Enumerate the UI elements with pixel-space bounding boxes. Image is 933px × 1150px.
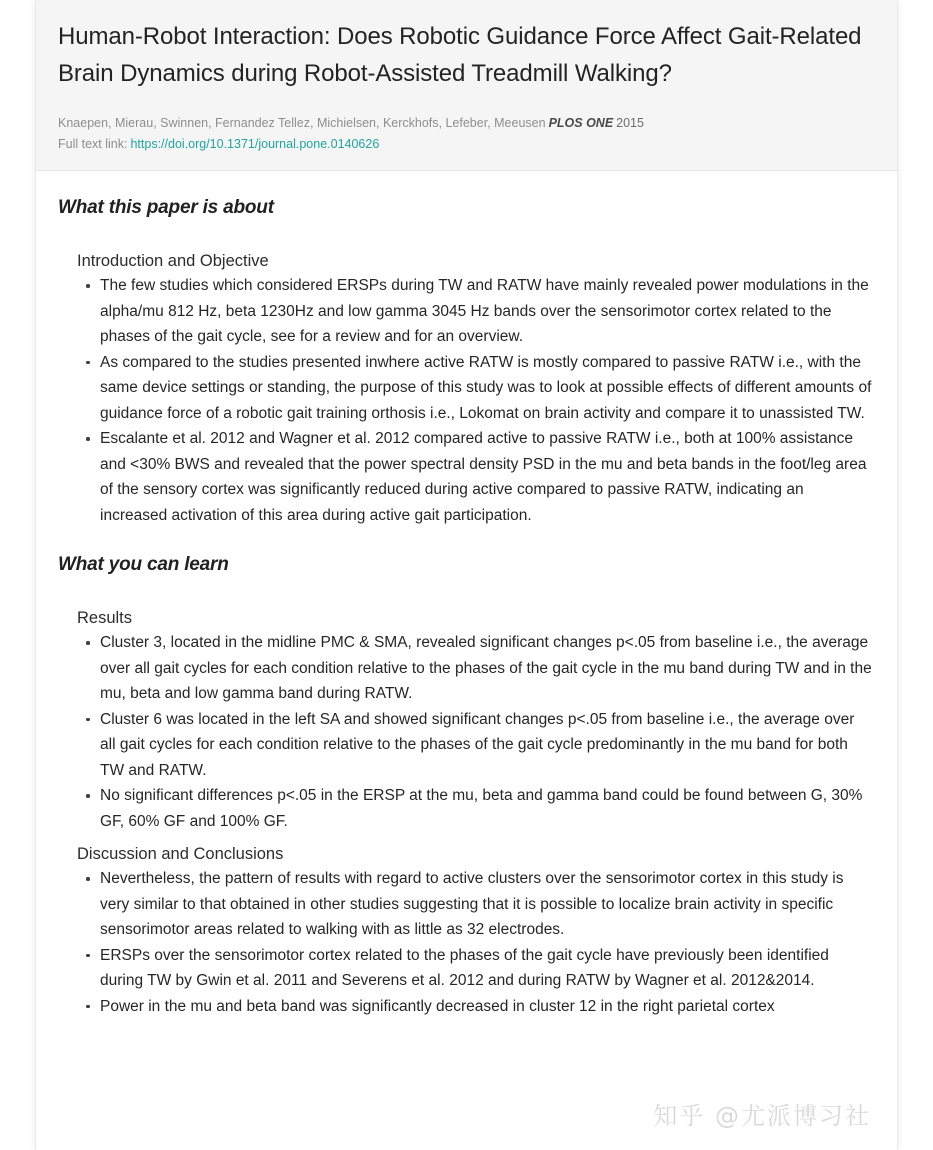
fulltext-link[interactable]: https://doi.org/10.1371/journal.pone.0140626 (130, 137, 380, 151)
paper-body (36, 197, 897, 1019)
journal-name: PLOS ONE (548, 116, 614, 130)
paper-citation (58, 114, 875, 133)
spacer (77, 834, 873, 842)
section-heading: What this paper is about (58, 197, 274, 218)
list-item: Cluster 6 was located in the left SA and showed significant changes p<.05 from baseline i.e., the average over all gait cycles for each condition relative to the phases of the gait cycle predominantly in the mu band for both TW and RATW. (77, 707, 873, 784)
list-item: No significant differences p<.05 in the ERSP at the mu, beta and gamma band could be found between G, 30% GF, 60% GF and 100% GF. (77, 783, 873, 834)
section-body (58, 219, 875, 528)
paper-header (36, 0, 897, 171)
paper-summary-card (36, 0, 897, 1150)
section-heading: What you can learn (58, 554, 229, 575)
fulltext-label: Full text link: (58, 137, 128, 151)
subsection-heading: Results (77, 609, 133, 627)
list-item: The few studies which considered ERSPs during TW and RATW have mainly revealed power modulations in the alpha/mu 812 Hz, beta 1230Hz and low gamma 3045 Hz bands over the sensorimotor cortex related to the phases of the gait cycle, see for a review and for an overview. (77, 273, 873, 350)
bullet-list (77, 866, 873, 1019)
list-item: Cluster 3, located in the midline PMC & SMA, revealed significant changes p<.05 from baseline i.e., the average over all gait cycles for each condition relative to the phases of the gait cycle in the mu band during TW and in the mu, beta and low gamma band during RATW. (77, 630, 873, 707)
list-item: Power in the mu and beta band was significantly decreased in cluster 12 in the right parietal cortex (77, 994, 873, 1020)
list-item: As compared to the studies presented inwhere active RATW is mostly compared to passive RATW i.e., with the same device settings or standing, the purpose of this study was to look at possible effects of different amounts of guidance force of a robotic gait training orthosis i.e., Lokomat on brain activity and compare it to unassisted TW. (77, 350, 873, 427)
subsection-heading: Discussion and Conclusions (77, 845, 284, 863)
bullet-list (77, 273, 873, 528)
bullet-list (77, 630, 873, 834)
author-list: Knaepen, Mierau, Swinnen, Fernandez Tellez, Michielsen, Kerckhofs, Lefeber, Meeusen (58, 116, 546, 130)
list-item: Escalante et al. 2012 and Wagner et al. 2012 compared active to passive RATW i.e., both at 100% assistance and <30% BWS and revealed that the power spectral density PSD in the mu and beta bands in the foot/leg area of the sensory cortex was significantly reduced during active compared to passive RATW, indicating an increased activation of this area during active gait participation. (77, 426, 873, 528)
fulltext-row (58, 135, 875, 154)
subsection-heading: Introduction and Objective (77, 252, 269, 270)
list-item: Nevertheless, the pattern of results with regard to active clusters over the sensorimotor cortex in this study is very similar to that obtained in other studies suggesting that it is possible to localize brain activity in specific sensorimotor areas related to walking with as little as 32 electrodes. (77, 866, 873, 943)
page-title: Human-Robot Interaction: Does Robotic Guidance Force Affect Gait-Related Brain Dynamics during Robot-Assisted Treadmill Walking? (58, 23, 862, 87)
list-item: ERSPs over the sensorimotor cortex related to the phases of the gait cycle have previously been identified during TW by Gwin et al. 2011 and Severens et al. 2012 and during RATW by Wagner et al. 2012&2014. (77, 943, 873, 994)
section-body (58, 576, 875, 1019)
publication-year: 2015 (616, 116, 644, 130)
spacer (77, 219, 873, 249)
spacer (77, 576, 873, 606)
zhihu-watermark: 知乎 @尤派博习社 (653, 1102, 871, 1130)
